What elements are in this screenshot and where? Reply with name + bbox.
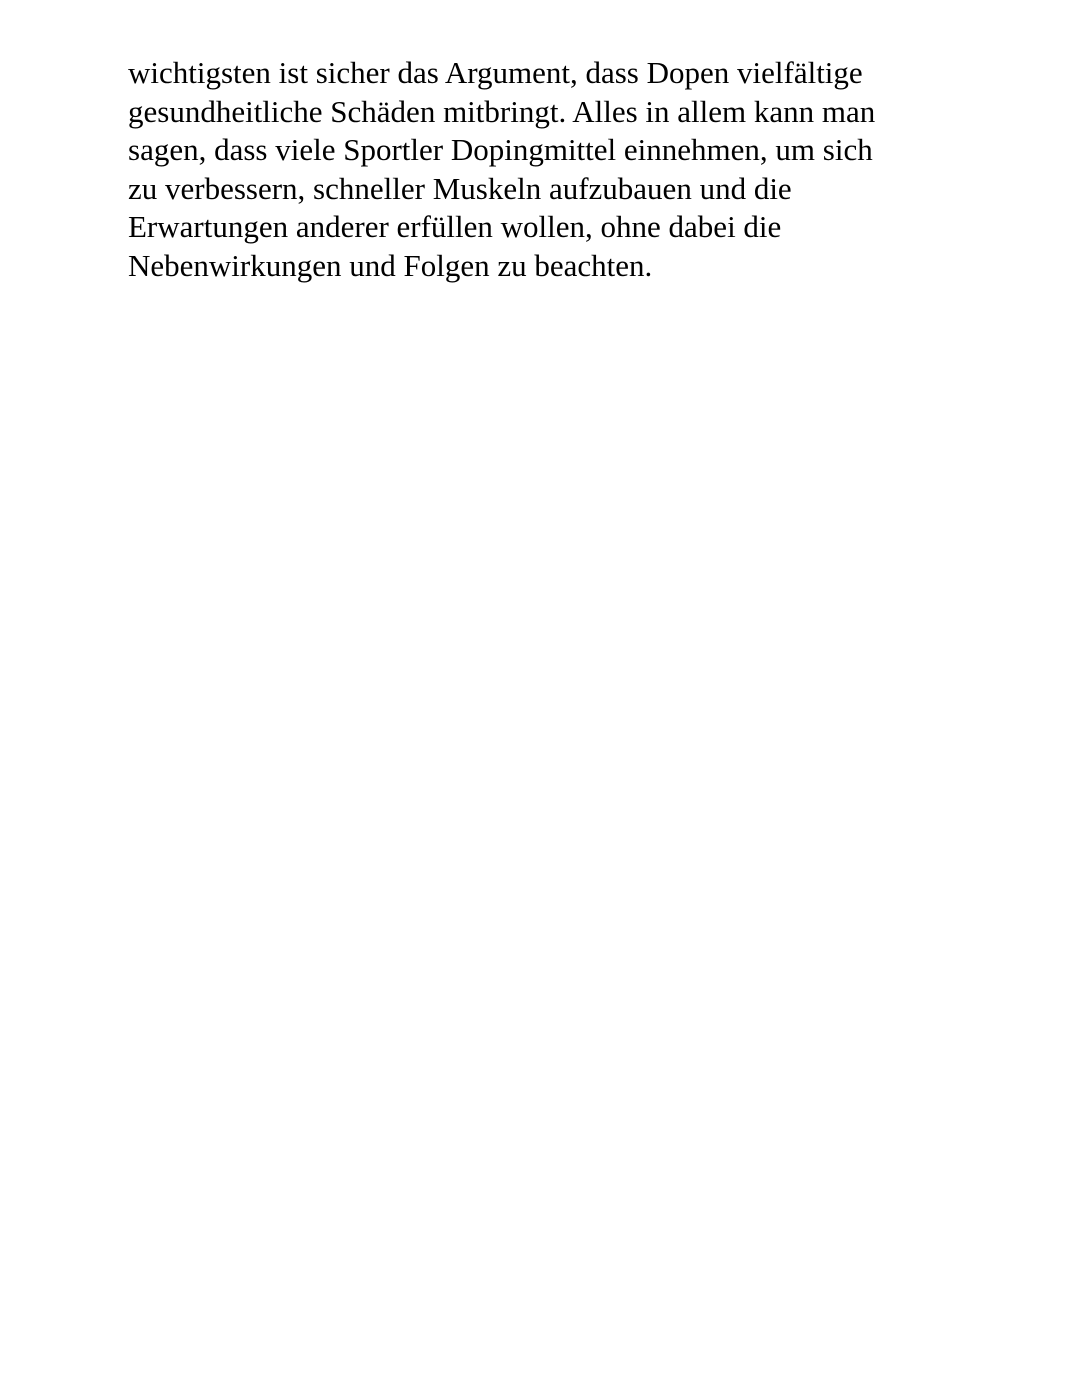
paragraph-line: Nebenwirkungen und Folgen zu beachten. <box>128 247 653 283</box>
body-paragraph <box>128 54 1008 286</box>
paragraph-line: gesundheitliche Schäden mitbringt. Alles in allem kann man <box>128 93 876 129</box>
paragraph-line: sagen, dass viele Sportler Dopingmittel einnehmen, um sich <box>128 132 873 168</box>
paragraph-line: Erwartungen anderer erfüllen wollen, ohne dabei die <box>128 209 782 245</box>
paragraph-line: zu verbessern, schneller Muskeln aufzubauen und die <box>128 170 792 206</box>
paragraph-line: wichtigsten ist sicher das Argument, dass Dopen vielfältige <box>128 55 863 90</box>
